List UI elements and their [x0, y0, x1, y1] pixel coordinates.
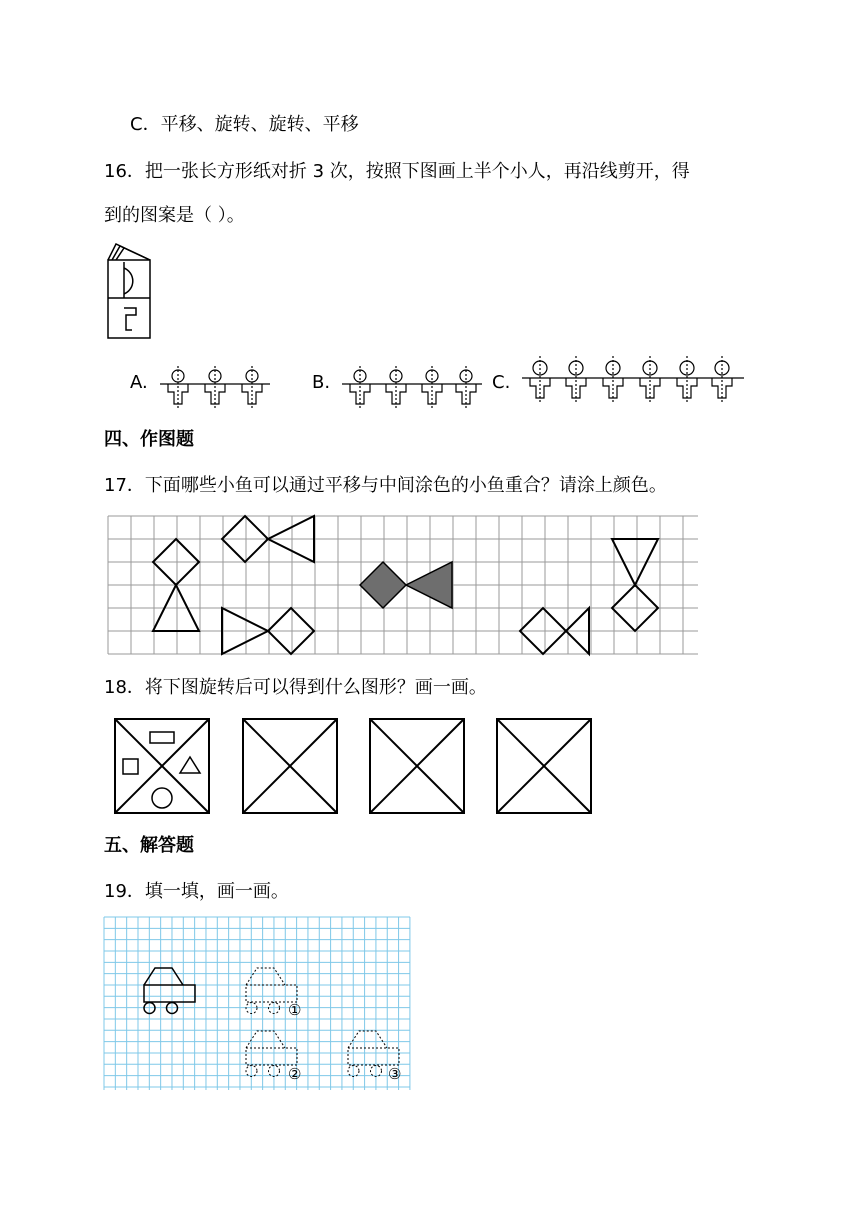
- q16-option-c-label: C.: [492, 372, 511, 393]
- q16-option-a-label: A.: [130, 372, 148, 393]
- q19-text: 19．填一填，画一画。: [104, 881, 289, 902]
- q16-text-line1: 16．把一张长方形纸对折 3 次，按照下图画上半个小人，再沿线剪开，得: [104, 161, 690, 182]
- q19-car-grid: [104, 917, 410, 1091]
- q16-text-line2: 到的图案是（ ）。: [104, 205, 245, 226]
- q18-text: 18．将下图旋转后可以得到什么图形？画一画。: [104, 677, 487, 698]
- q16-option-a-figure: [160, 366, 270, 410]
- section-4-title: 四、作图题: [104, 429, 194, 450]
- q18-answer-square-1[interactable]: [242, 718, 338, 814]
- q16-option-c-figure: [522, 356, 744, 406]
- car-solid: [144, 968, 195, 1014]
- q17-text: 17．下面哪些小鱼可以通过平移与中间涂色的小鱼重合？请涂上颜色。: [104, 475, 667, 496]
- q18-answer-square-3[interactable]: [496, 718, 592, 814]
- q17-fish-grid: [108, 516, 700, 658]
- section-5-title: 五、解答题: [104, 835, 194, 856]
- car-1-label: ①: [288, 1001, 302, 1019]
- fish-shaded-tail: [406, 562, 452, 608]
- q16-option-b-label: B.: [312, 372, 331, 393]
- fish-shaded-body: [360, 562, 406, 608]
- car-3-label: ③: [388, 1065, 402, 1083]
- q15-option-c: C．平移、旋转、旋转、平移: [130, 114, 359, 135]
- rectangle-shape: [150, 732, 174, 743]
- circle-shape: [152, 788, 172, 808]
- q16-option-b-figure: [342, 366, 482, 410]
- q18-answer-square-2[interactable]: [369, 718, 465, 814]
- square-shape: [123, 759, 138, 774]
- q18-original-square: [114, 718, 210, 814]
- folded-paper-figure: [104, 240, 164, 340]
- triangle-shape: [180, 757, 200, 773]
- car-2-label: ②: [288, 1065, 302, 1083]
